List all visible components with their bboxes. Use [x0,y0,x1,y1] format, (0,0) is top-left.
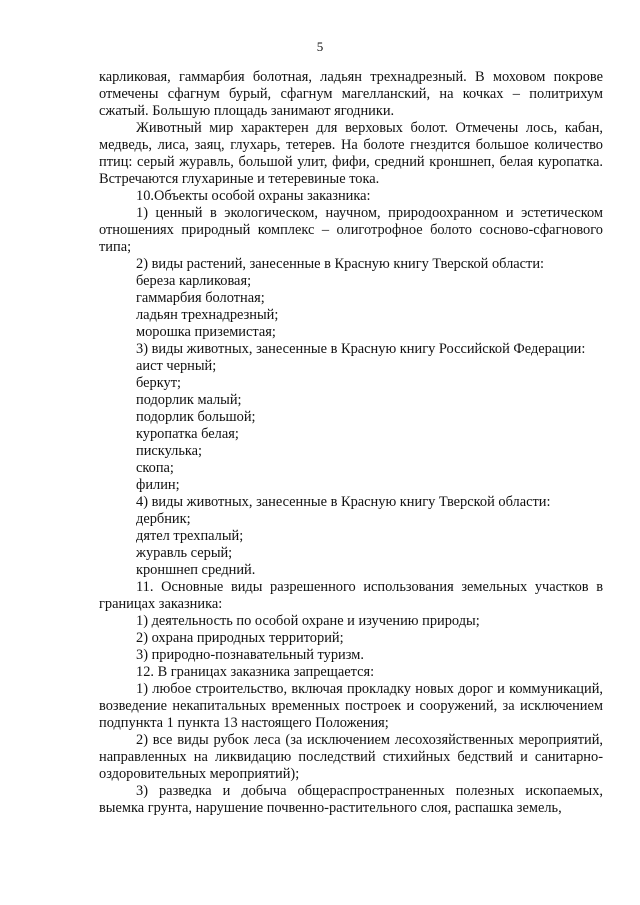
list-item-plant: гаммарбия болотная; [136,290,265,306]
list-item-plant: морошка приземистая; [136,324,276,340]
page-number: 5 [316,39,324,54]
list-item-plant: ладьян трехнадрезный; [136,307,279,323]
paragraph-vegetation: карликовая, гаммарбия болотная, ладьян трехнадрезный. В моховом покрове отмечены сфагнум бурый, сфагнум магелланский, на кочках – политрихум сжатый. Большую площадь занимают ягодники. [99,69,603,119]
paragraph-animals-rf-heading: 3) виды животных, занесенные в Красную книгу Российской Федерации: [136,341,586,357]
document-body [99,69,603,817]
list-item-animal-rf: скопа; [136,460,174,476]
list-item-animal-rf: аист черный; [136,358,217,374]
paragraph-permitted-use-heading: 11. Основные виды разрешенного использования земельных участков в границах заказника: [99,579,603,612]
list-item-animal-rf: беркут; [136,375,181,391]
list-item-permitted-use: 1) деятельность по особой охране и изучению природы; [136,613,480,629]
list-item-animal-rf: филин; [136,477,180,493]
list-item-animal-rf: подорлик малый; [136,392,242,408]
list-item-animal-tver: кроншнеп средний. [136,562,256,578]
paragraph-animals-tver-heading: 4) виды животных, занесенные в Красную книгу Тверской области: [136,494,551,510]
list-item-animal-tver: дербник; [136,511,191,527]
paragraph-plants-heading: 2) виды растений, занесенные в Красную книгу Тверской области: [136,256,545,272]
paragraph-protected-objects-heading: 10.Объекты особой охраны заказника: [136,188,371,204]
list-item-permitted-use: 3) природно-познавательный туризм. [136,647,364,663]
paragraph-fauna: Животный мир характерен для верховых болот. Отмечены лось, кабан, медведь, лиса, заяц, глухарь, тетерев. На болоте гнездится большое количество птиц: серый журавль, большой улит, фифи, средний кроншнеп, белая куропатка. Встречаются глухариные и тетеревиные тока. [99,120,603,187]
list-item-animal-tver: дятел трехпалый; [136,528,244,544]
list-item-animal-rf: куропатка белая; [136,426,239,442]
paragraph-prohibited-mining: 3) разведка и добыча общераспространенных полезных ископаемых, выемка грунта, нарушение почвенно-растительного слоя, распашка земель, [99,783,603,816]
list-item-animal-tver: журавль серый; [136,545,233,561]
list-item-permitted-use: 2) охрана природных территорий; [136,630,344,646]
paragraph-prohibited-heading: 12. В границах заказника запрещается: [136,664,375,680]
paragraph-natural-complex: 1) ценный в экологическом, научном, природоохранном и эстетическом отношениях природный комплекс – олиготрофное болото сосново-сфагнового типа; [99,205,603,255]
paragraph-prohibited-construction: 1) любое строительство, включая прокладку новых дорог и коммуникаций, возведение некапитальных временных построек и сооружений, за исключением подпункта 1 пункта 13 настоящего Положения; [99,681,603,731]
paragraph-prohibited-logging: 2) все виды рубок леса (за исключением лесохозяйственных мероприятий, направленных на ликвидацию последствий стихийных бедствий и санитарно-оздоровительных мероприятий); [99,732,603,782]
list-item-plant: береза карликовая; [136,273,252,289]
list-item-animal-rf: пискулька; [136,443,203,459]
list-item-animal-rf: подорлик большой; [136,409,256,425]
